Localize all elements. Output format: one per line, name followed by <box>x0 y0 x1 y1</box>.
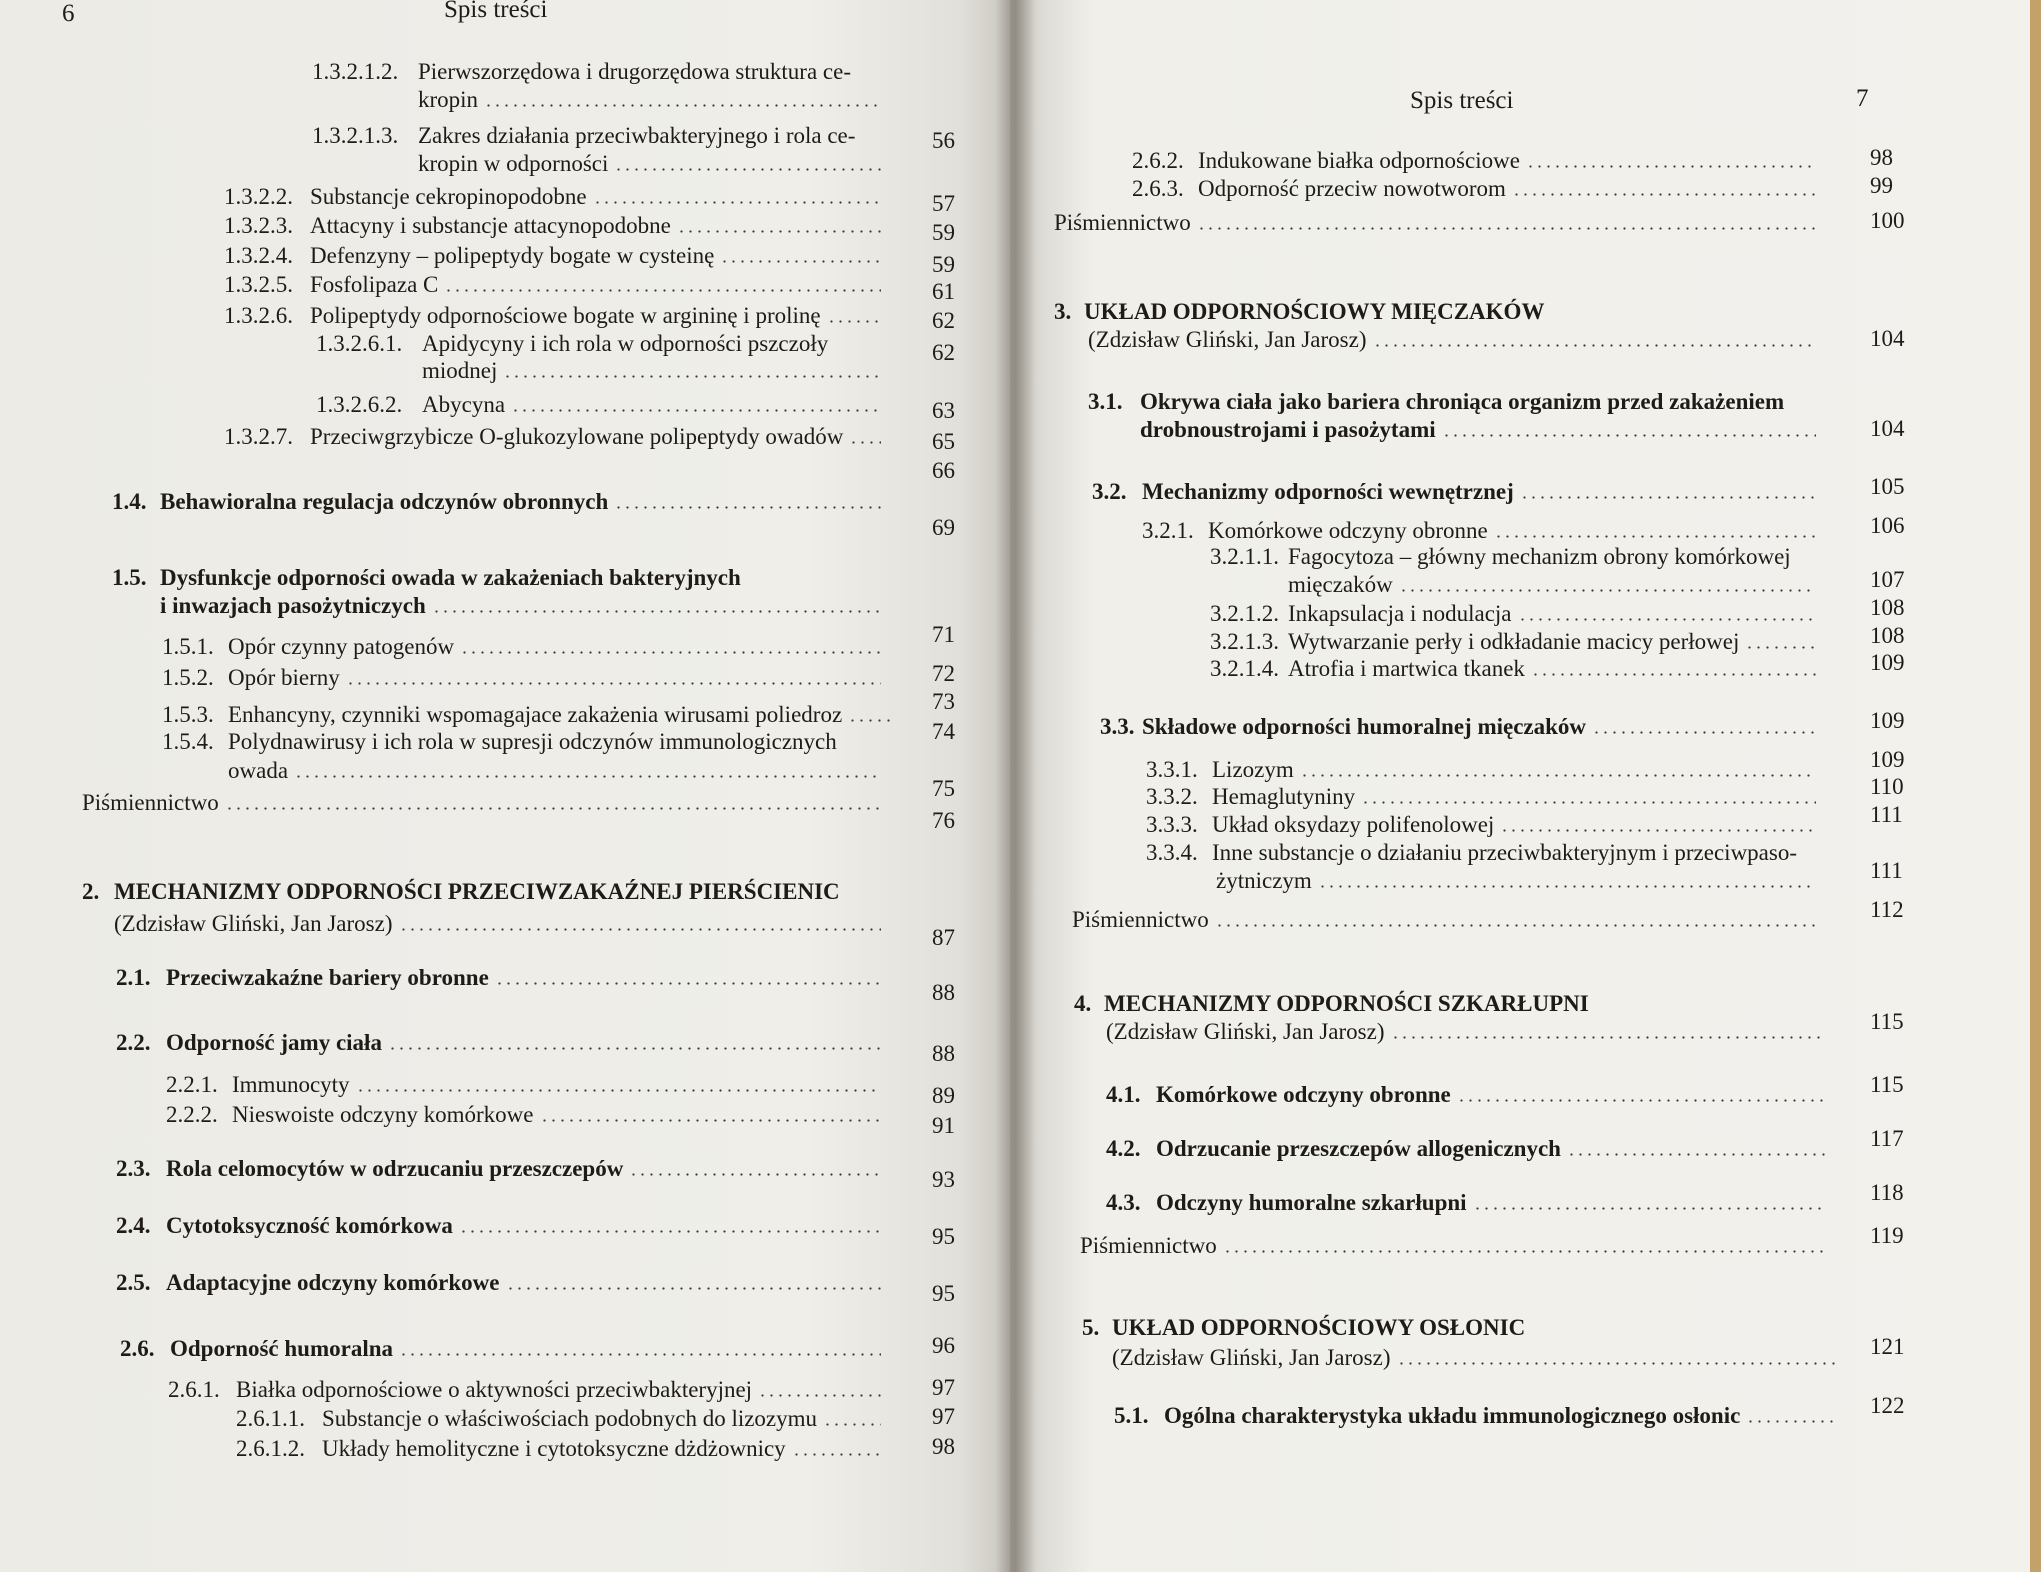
dot-leader <box>432 610 881 613</box>
dot-leader <box>593 201 881 204</box>
toc-page-number: 76 <box>932 808 955 833</box>
toc-entry-title: Komórkowe odczyny obronne <box>1208 517 1492 544</box>
toc-page-number: 115 <box>1870 1072 1904 1097</box>
book-gutter <box>995 0 1035 1572</box>
page-number: 6 <box>62 0 75 27</box>
toc-page-number: 112 <box>1870 897 1904 922</box>
toc-entry-title: Inkapsulacja i nodulacja <box>1288 600 1516 627</box>
toc-entry-title: Cytotoksyczność komórkowa <box>166 1212 457 1239</box>
toc-entry-number: 2.4. <box>116 1213 151 1238</box>
dot-leader <box>720 260 881 263</box>
toc-page-number: 122 <box>1870 1393 1905 1418</box>
toc-page-number: 98 <box>932 1434 955 1459</box>
dot-leader <box>484 104 881 107</box>
toc-entry-number: 4.1. <box>1106 1082 1141 1107</box>
toc-page-number: 57 <box>932 191 955 216</box>
dot-leader <box>758 1394 881 1397</box>
dot-leader <box>346 682 881 685</box>
toc-entry-title: drobnoustrojami i pasożytami <box>1140 416 1440 443</box>
toc-entry-number: 4. <box>1074 991 1092 1016</box>
toc-entry-title: Pierwszorzędowa i drugorzędowa struktura ce- <box>418 59 851 84</box>
toc-entry-number: 2.6.1.2. <box>236 1436 305 1461</box>
toc-entry-title: Rola celomocytów w odrzucaniu przeszczepów <box>166 1155 627 1182</box>
toc-entry-title: UKŁAD ODPORNOŚCIOWY OSŁONIC <box>1112 1315 1526 1340</box>
toc-entry-number: 3.2.1.4. <box>1210 656 1279 681</box>
toc-entry-title: Enhancyny, czynniki wspomagajace zakażenia wirusami poliedroz <box>228 701 846 728</box>
toc-page-number: 62 <box>932 340 955 365</box>
book-cover-edge <box>2030 0 2041 1572</box>
toc-page-number: 95 <box>932 1281 955 1306</box>
toc-page-number: 88 <box>932 1041 955 1066</box>
dot-leader <box>1746 1420 1836 1423</box>
toc-page-number: 88 <box>932 980 955 1005</box>
toc-entry-number: 1.3.2.6.2. <box>316 392 403 417</box>
toc-entry-number: 3.1. <box>1088 389 1123 414</box>
toc-entry-title: Indukowane białka odpornościowe <box>1198 147 1524 174</box>
toc-page-number: 98 <box>1870 145 1893 170</box>
toc-page-number: 71 <box>932 622 955 647</box>
toc-page-number: 97 <box>932 1404 955 1429</box>
dot-leader <box>1745 646 1816 649</box>
dot-leader <box>356 1089 881 1092</box>
toc-page-number: 96 <box>932 1333 955 1358</box>
toc-page-number: 97 <box>932 1375 955 1400</box>
dot-leader <box>459 1230 881 1233</box>
toc-page-number: 72 <box>932 661 955 686</box>
toc-entry-title: Okrywa ciała jako bariera chroniąca organizm przed zakażeniem <box>1140 389 1785 414</box>
running-head: Spis treści <box>444 0 548 23</box>
toc-page-number: 110 <box>1870 774 1904 799</box>
dot-leader <box>1518 618 1816 621</box>
toc-entry-title: Piśmiennictwo <box>1080 1232 1221 1259</box>
toc-entry-number: 2.6.1. <box>168 1377 220 1402</box>
toc-entry-number: 3.2.1.3. <box>1210 629 1279 654</box>
toc-page-number: 121 <box>1870 1334 1905 1359</box>
dot-leader <box>1512 193 1816 196</box>
toc-page-number: 104 <box>1870 416 1905 441</box>
toc-entry-number: 5. <box>1082 1315 1100 1340</box>
toc-entry-number: 2.3. <box>116 1156 151 1181</box>
dot-leader <box>460 651 881 654</box>
toc-entry-title: kropin <box>418 86 482 113</box>
toc-page-number: 56 <box>932 128 955 153</box>
toc-entry-number: 1.5. <box>112 565 147 590</box>
running-head: Spis treści <box>1410 87 1514 114</box>
toc-entry-title: i inwazjach pasożytniczych <box>160 592 430 619</box>
dot-leader <box>1300 774 1816 777</box>
toc-entry-number: 2.2.1. <box>166 1072 218 1097</box>
toc-entry-title: Lizozym <box>1212 756 1298 783</box>
toc-page-number: 66 <box>932 458 955 483</box>
toc-entry-title: (Zdzisław Gliński, Jan Jarosz) <box>114 910 397 937</box>
toc-entry-title: Odporność humoralna <box>170 1335 397 1362</box>
toc-page-number: 95 <box>932 1224 955 1249</box>
toc-entry-number: 3.3.2. <box>1146 784 1198 809</box>
toc-page-number: 108 <box>1870 623 1905 648</box>
toc-page-number: 111 <box>1870 858 1903 883</box>
toc-entry-number: 3.3.1. <box>1146 757 1198 782</box>
toc-entry-title: kropin w odporności <box>418 150 612 177</box>
toc-entry-number: 1.3.2.5. <box>224 272 293 297</box>
toc-page-number: 100 <box>1870 208 1905 233</box>
toc-entry-title: Układy hemolityczne i cytotoksyczne dżdżownicy <box>322 1435 790 1462</box>
dot-leader <box>1318 885 1816 888</box>
dot-leader <box>614 168 881 171</box>
toc-entry-number: 2.1. <box>116 965 151 990</box>
toc-entry-title: Zakres działania przeciwbakteryjnego i rola ce- <box>418 123 856 148</box>
toc-entry-title: Defenzyny – polipeptydy bogate w cysteinę <box>310 242 718 269</box>
toc-entry-title: Dysfunkcje odporności owada w zakażeniach bakteryjnych <box>160 565 741 590</box>
toc-entry-number: 1.3.2.3. <box>224 213 293 238</box>
toc-entry-number: 2. <box>82 879 100 904</box>
dot-leader <box>1520 496 1816 499</box>
toc-entry-number: 2.6.3. <box>1132 176 1184 201</box>
toc-page-number: 63 <box>932 398 955 423</box>
toc-entry-number: 1.3.2.1.3. <box>312 123 399 148</box>
toc-entry-title: Mechanizmy odporności wewnętrznej <box>1142 478 1518 505</box>
dot-leader <box>1500 829 1816 832</box>
dot-leader <box>848 719 896 722</box>
toc-entry-title: Piśmiennictwo <box>82 789 223 816</box>
toc-entry-title: Odporność przeciw nowotworom <box>1198 175 1510 202</box>
toc-entry-title: Opór bierny <box>228 664 344 691</box>
toc-entry-number: 2.6. <box>120 1336 155 1361</box>
toc-entry-title: Polydnawirusy i ich rola w supresji odczynów immunologicznych <box>228 729 837 754</box>
toc-entry-title: mięczaków <box>1288 571 1397 598</box>
dot-leader <box>823 1423 881 1426</box>
toc-entry-title: Wytwarzanie perły i odkładanie macicy perłowej <box>1288 628 1743 655</box>
toc-entry-number: 2.6.1.1. <box>236 1406 305 1431</box>
dot-leader <box>1442 434 1816 437</box>
toc-entry-number: 1.3.2.6.1. <box>316 331 403 356</box>
toc-page-number: 89 <box>932 1083 955 1108</box>
toc-page-number: 108 <box>1870 595 1905 620</box>
dot-leader <box>849 441 881 444</box>
toc-entry-number: 2.2.2. <box>166 1102 218 1127</box>
dot-leader <box>677 230 881 233</box>
toc-entry-title: Przeciwgrzybicze O-glukozylowane polipeptydy owadów <box>310 423 847 450</box>
dot-leader <box>629 1173 881 1176</box>
toc-entry-number: 3.2.1.2. <box>1210 601 1279 626</box>
dot-leader <box>1215 924 1816 927</box>
toc-page-number: 107 <box>1870 567 1905 592</box>
toc-entry-number: 3.2.1.1. <box>1210 544 1279 569</box>
toc-entry-number: 2.2. <box>116 1030 151 1055</box>
toc-entry-number: 1.3.2.7. <box>224 424 293 449</box>
toc-entry-title: MECHANIZMY ODPORNOŚCI PRZECIWZAKAŹNEJ PIERŚCIENIC <box>114 879 840 904</box>
toc-page-number: 87 <box>932 925 955 950</box>
dot-leader <box>1397 1362 1837 1365</box>
dot-leader <box>1531 673 1816 676</box>
toc-entry-title: Substancje o właściwościach podobnych do lizozymu <box>322 1405 821 1432</box>
toc-entry-number: 1.3.2.4. <box>224 243 293 268</box>
toc-page-number: 105 <box>1870 474 1905 499</box>
dot-leader <box>540 1119 882 1122</box>
page-number: 7 <box>1856 85 1869 112</box>
toc-entry-title: Składowe odporności humoralnej mięczaków <box>1142 713 1590 740</box>
toc-entry-number: 3.2. <box>1092 479 1127 504</box>
dot-leader <box>1399 589 1816 592</box>
toc-entry-title: Układ oksydazy polifenolowej <box>1212 811 1498 838</box>
toc-page-number: 59 <box>932 220 955 245</box>
toc-page-number: 93 <box>932 1167 955 1192</box>
toc-entry-number: 2.5. <box>116 1270 151 1295</box>
toc-entry-title: Attacyny i substancje attacynopodobne <box>310 212 675 239</box>
toc-entry-number: 1.4. <box>112 489 147 514</box>
toc-entry-title: UKŁAD ODPORNOŚCIOWY MIĘCZAKÓW <box>1084 299 1545 324</box>
toc-page-number: 104 <box>1870 326 1905 351</box>
dot-leader <box>827 320 881 323</box>
toc-entry-title: Polipeptydy odpornościowe bogate w argininę i prolinę <box>310 302 825 329</box>
toc-entry-title: Behawioralna regulacja odczynów obronnych <box>160 488 612 515</box>
toc-entry-title: owada <box>228 757 292 784</box>
toc-entry-title: Odrzucanie przeszczepów allogenicznych <box>1156 1135 1565 1162</box>
toc-page-number: 62 <box>932 308 955 333</box>
dot-leader <box>503 375 881 378</box>
toc-page-number: 59 <box>932 252 955 277</box>
toc-page-number: 91 <box>932 1113 955 1138</box>
toc-entry-number: 3.3.4. <box>1146 840 1198 865</box>
dot-leader <box>1567 1153 1826 1156</box>
toc-entry-title: Inne substancje o działaniu przeciwbakteryjnym i przeciwpaso- <box>1212 840 1797 865</box>
toc-page-number: 109 <box>1870 708 1905 733</box>
toc-entry-title: Opór czynny patogenów <box>228 633 458 660</box>
toc-entry-number: 1.5.2. <box>162 665 214 690</box>
toc-page-number: 75 <box>932 776 955 801</box>
dot-leader <box>1197 227 1816 230</box>
dot-leader <box>511 409 881 412</box>
left-page <box>0 0 1010 1572</box>
toc-page-number: 109 <box>1870 747 1905 772</box>
toc-entry-title: Abycyna <box>422 391 509 418</box>
toc-entry-title: Odporność jamy ciała <box>166 1029 386 1056</box>
toc-entry-number: 2.6.2. <box>1132 148 1184 173</box>
toc-entry-number: 3.3.3. <box>1146 812 1198 837</box>
toc-entry-number: 3.2.1. <box>1142 518 1194 543</box>
toc-entry-title: MECHANIZMY ODPORNOŚCI SZKARŁUPNI <box>1104 991 1589 1016</box>
dot-leader <box>294 775 881 778</box>
toc-entry-title: (Zdzisław Gliński, Jan Jarosz) <box>1112 1344 1395 1371</box>
toc-entry-title: Odczyny humoralne szkarłupni <box>1156 1189 1471 1216</box>
toc-page-number: 61 <box>932 279 955 304</box>
toc-entry-title: Ogólna charakterystyka układu immunologicznego osłonic <box>1164 1402 1744 1429</box>
toc-entry-title: Atrofia i martwica tkanek <box>1288 655 1529 682</box>
dot-leader <box>444 289 881 292</box>
toc-entry-title: Immunocyty <box>232 1071 354 1098</box>
dot-leader <box>1391 1036 1827 1039</box>
dot-leader <box>506 1287 882 1290</box>
toc-entry-number: 1.5.3. <box>162 702 214 727</box>
toc-entry-number: 1.3.2.1.2. <box>312 59 399 84</box>
dot-leader <box>1457 1099 1826 1102</box>
toc-entry-title: (Zdzisław Gliński, Jan Jarosz) <box>1088 326 1371 353</box>
dot-leader <box>399 1353 881 1356</box>
toc-entry-title: żytniczym <box>1216 867 1316 894</box>
dot-leader <box>1223 1250 1826 1253</box>
toc-entry-title: Hemaglutyniny <box>1212 783 1359 810</box>
dot-leader <box>495 982 881 985</box>
toc-entry-number: 1.5.4. <box>162 729 214 754</box>
toc-entry-number: 4.3. <box>1106 1190 1141 1215</box>
toc-entry-number: 5.1. <box>1114 1403 1149 1428</box>
dot-leader <box>388 1047 881 1050</box>
right-page <box>1010 0 2041 1572</box>
toc-entry-number: 1.3.2.2. <box>224 184 293 209</box>
dot-leader <box>1494 535 1816 538</box>
toc-entry-number: 3. <box>1054 299 1072 324</box>
toc-entry-title: Fagocytoza – główny mechanizm obrony komórkowej <box>1288 544 1791 569</box>
toc-entry-number: 3.3. <box>1100 714 1135 739</box>
toc-entry-title: Piśmiennictwo <box>1054 209 1195 236</box>
toc-entry-title: Przeciwzakaźne bariery obronne <box>166 964 493 991</box>
toc-entry-title: miodnej <box>422 357 501 384</box>
dot-leader <box>1373 344 1817 347</box>
toc-entry-number: 4.2. <box>1106 1136 1141 1161</box>
toc-page-number: 111 <box>1870 802 1903 827</box>
toc-page-number: 115 <box>1870 1009 1904 1034</box>
toc-page-number: 106 <box>1870 513 1905 538</box>
toc-page-number: 117 <box>1870 1126 1904 1151</box>
toc-entry-title: Komórkowe odczyny obronne <box>1156 1081 1455 1108</box>
toc-page-number: 65 <box>932 429 955 454</box>
toc-page-number: 119 <box>1870 1223 1904 1248</box>
toc-entry-title: (Zdzisław Gliński, Jan Jarosz) <box>1106 1018 1389 1045</box>
toc-entry-number: 1.3.2.6. <box>224 303 293 328</box>
toc-page-number: 109 <box>1870 650 1905 675</box>
toc-entry-title: Białka odpornościowe o aktywności przeciwbakteryjnej <box>236 1376 756 1403</box>
dot-leader <box>399 928 882 931</box>
dot-leader <box>1526 165 1816 168</box>
dot-leader <box>614 506 881 509</box>
toc-entry-title: Substancje cekropinopodobne <box>310 183 591 210</box>
toc-entry-title: Nieswoiste odczyny komórkowe <box>232 1101 538 1128</box>
toc-page-number: 74 <box>932 719 955 744</box>
toc-page-number: 73 <box>932 689 955 714</box>
dot-leader <box>792 1453 881 1456</box>
toc-entry-title: Piśmiennictwo <box>1072 906 1213 933</box>
toc-entry-title: Adaptacyjne odczyny komórkowe <box>166 1269 504 1296</box>
toc-entry-title: Apidycyny i ich rola w odporności pszczoły <box>422 331 829 356</box>
toc-page-number: 118 <box>1870 1180 1904 1205</box>
toc-entry-number: 1.5.1. <box>162 634 214 659</box>
toc-entry-title: Fosfolipaza C <box>310 271 442 298</box>
toc-page-number: 99 <box>1870 173 1893 198</box>
dot-leader <box>1473 1207 1826 1210</box>
dot-leader <box>1592 731 1816 734</box>
toc-page-number: 69 <box>932 515 955 540</box>
dot-leader <box>225 807 881 810</box>
dot-leader <box>1361 801 1816 804</box>
